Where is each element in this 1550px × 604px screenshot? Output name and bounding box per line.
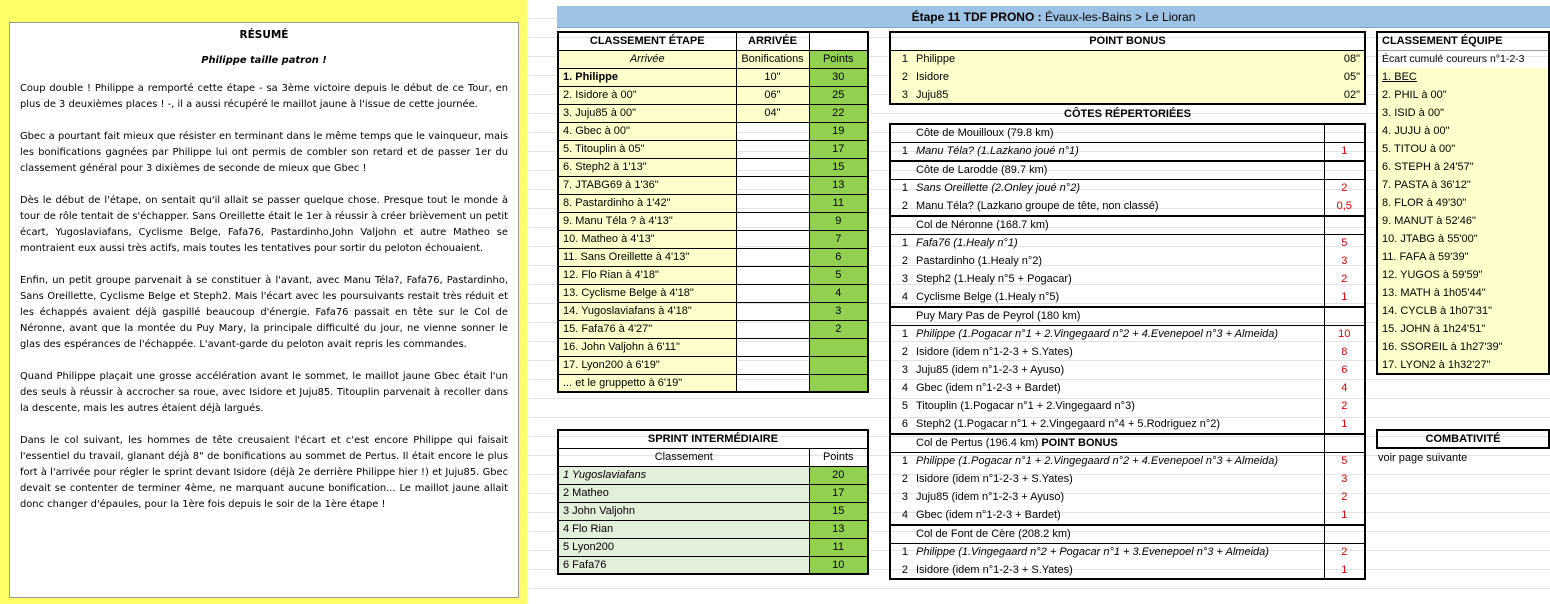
climb-rank: 2: [901, 255, 908, 267]
team-row[interactable]: [1377, 230, 1549, 248]
stage-bonification: [736, 122, 809, 140]
sprint-row[interactable]: [558, 538, 868, 556]
climb-rider: Pastardinho (1.Healy n°2): [916, 255, 1043, 267]
climb-result-row[interactable]: [890, 543, 1365, 561]
stage-row[interactable]: [558, 356, 868, 374]
team-row[interactable]: [1377, 68, 1549, 86]
stage-points: [809, 374, 868, 392]
sprint-class-header: Classement: [558, 448, 809, 466]
stage-rider: 13. Cyclisme Belge à 4'18": [558, 284, 736, 302]
bonus-value: 05": [1343, 71, 1361, 83]
team-row[interactable]: [1377, 320, 1549, 338]
climb-rider: Steph2 (1.Pogacar n°1 + 2.Vingegaard n°4 + 5.Rodriguez n°2): [916, 418, 1221, 430]
stage-row[interactable]: [558, 248, 868, 266]
climb-name: [912, 216, 1324, 234]
stage-rider: 12. Flo Rian à 4'18": [558, 266, 736, 284]
climb-header-row[interactable]: [890, 525, 1365, 543]
points-subheader: Points: [809, 50, 868, 68]
climb-rank: 2: [901, 346, 908, 358]
climb-result-row[interactable]: [890, 343, 1365, 361]
sprint-points: 17: [809, 484, 868, 502]
stage-rider: 14. Yugoslaviafans à 4'18": [558, 302, 736, 320]
climb-rank: 2: [901, 563, 908, 576]
stage-points: 6: [809, 248, 868, 266]
team-entry: 1. BEC: [1382, 71, 1417, 83]
sprint-points: 15: [809, 502, 868, 520]
sprint-rider: 6 Fafa76: [558, 556, 809, 574]
team-row[interactable]: [1377, 356, 1549, 374]
climb-points: 2: [1324, 488, 1365, 506]
stage-row[interactable]: [558, 230, 868, 248]
stage-rider: 9. Manu Téla ? à 4'13": [558, 212, 736, 230]
sprint-row[interactable]: [558, 502, 868, 520]
stage-bonification: [736, 374, 809, 392]
stage-row[interactable]: [558, 302, 868, 320]
sprint-title: SPRINT INTERMÉDIAIRE: [558, 430, 868, 448]
summary-paragraphs: [20, 81, 508, 513]
climb-header-row[interactable]: [890, 307, 1365, 325]
climb-table: [889, 123, 1366, 160]
summary-paragraph: Gbec a pourtant fait mieux que résister en terminant dans le même temps que le vainqueur, mais les bonifications gagnées par Philippe lui ont permis de combler son retard et de passer 1er du classement général pour 3 dixièmes de seconde de mieux que Gbec !: [20, 131, 508, 174]
stage-rider: 5. Titouplin à 05": [558, 140, 736, 158]
stage-points: [809, 356, 868, 374]
climb-result-row[interactable]: [890, 288, 1365, 306]
climb-bonus-tag: POINT BONUS: [1041, 437, 1118, 450]
sprint-rider: 1 Yugoslaviafans: [558, 466, 809, 484]
stage-rider: 17. Lyon200 à 6'19": [558, 356, 736, 374]
arrival-subheader: Arrivée: [558, 50, 736, 68]
sprint-points-header: Points: [809, 448, 868, 466]
team-row[interactable]: [1377, 122, 1549, 140]
summary-paragraph: Quand Philippe plaçait une grosse accélération avant le sommet, le maillot jaune Gbec était l'un des seuls à réussir à accrocher sa roue, avec Isidore et Juju85. Titouplin parvenait à recoller dans la descente, mais les autres étaient déjà largués.: [20, 371, 508, 414]
climb-rider: Manu Téla? (Lazkano groupe de tête, non classé): [916, 200, 1159, 212]
climb-name: [912, 307, 1324, 325]
team-entry: 8. FLOR à 49'30": [1382, 197, 1467, 209]
sprint-points: 20: [809, 466, 868, 484]
stage-rider: 2. Isidore à 00": [558, 86, 736, 104]
sprint-points: 10: [809, 556, 868, 574]
summary-text-box[interactable]: [9, 22, 519, 598]
climb-result-row[interactable]: [890, 561, 1365, 579]
bonus-rider: Philippe: [916, 53, 956, 66]
team-row[interactable]: [1377, 176, 1549, 194]
climb-rank: 3: [901, 491, 908, 503]
bonus-row[interactable]: [890, 68, 1365, 86]
climb-rider: Philippe (1.Pogacar n°1 + 2.Vingegaard n°2 + 4.Evenepoel n°3 + Almeida): [916, 455, 1279, 468]
sprint-row[interactable]: [558, 484, 868, 502]
team-entry: 16. SSOREIL à 1h27'39": [1382, 341, 1503, 353]
stage-bonification: 04": [736, 104, 809, 122]
climb-rank: 2: [901, 473, 908, 485]
bonus-subheader: Bonifications: [736, 50, 809, 68]
stage-bonification: [736, 194, 809, 212]
climb-rank: 4: [901, 291, 908, 303]
bonus-rank: 3: [901, 88, 908, 101]
climb-name-text: Col de Néronne (168.7 km): [916, 219, 1049, 232]
stage-row[interactable]: [558, 194, 868, 212]
climb-rider: Fafa76 (1.Healy n°1): [916, 237, 1018, 250]
climb-points: 1: [1324, 506, 1365, 524]
stage-bonification: [736, 302, 809, 320]
team-entry: 2. PHIL à 00": [1382, 89, 1447, 101]
climb-rider: Titouplin (1.Pogacar n°1 + 2.Vingegaard n°3): [916, 400, 1135, 412]
climbs-title: CÔTES RÉPERTORIÉES: [1064, 108, 1191, 120]
climb-name: [912, 525, 1324, 543]
climb-points: 1: [1324, 142, 1365, 160]
stage-rider: 7. JTABG69 à 1'36": [558, 176, 736, 194]
stage-row[interactable]: [558, 86, 868, 104]
climb-table: [889, 433, 1366, 524]
climb-rank: 3: [901, 364, 908, 376]
climb-rank: 1: [901, 455, 908, 468]
stage-points: 9: [809, 212, 868, 230]
stage-bonification: [736, 266, 809, 284]
climb-rank: 1: [901, 182, 908, 195]
climb-result-row[interactable]: [890, 325, 1365, 343]
climb-rider: Gbec (idem n°1-2-3 + Bardet): [916, 382, 1061, 394]
arrival-header: ARRIVÉE: [736, 32, 809, 50]
climb-points: 5: [1324, 452, 1365, 470]
stage-points: 13: [809, 176, 868, 194]
climb-rider: Gbec (idem n°1-2-3 + Bardet): [916, 509, 1061, 521]
climb-points: 8: [1324, 343, 1365, 361]
climb-rank: 1: [901, 145, 908, 158]
stage-rider: 15. Fafa76 à 4'27": [558, 320, 736, 338]
climb-name: [912, 124, 1324, 142]
sprint-rider: 4 Flo Rian: [558, 520, 809, 538]
climb-table: [889, 524, 1366, 580]
stage-points: 3: [809, 302, 868, 320]
climb-points: 2: [1324, 179, 1365, 197]
climb-rider: Manu Téla? (1.Lazkano joué n°1): [916, 145, 1079, 158]
stage-row[interactable]: [558, 266, 868, 284]
climb-points: 4: [1324, 379, 1365, 397]
climb-points: 3: [1324, 470, 1365, 488]
climb-points: 10: [1324, 325, 1365, 343]
climb-name-text: Côte de Larodde (89.7 km): [916, 164, 1048, 177]
bonus-rank: 2: [901, 71, 908, 83]
climb-rank: 1: [901, 546, 908, 559]
stage-row[interactable]: [558, 284, 868, 302]
sprint-rider: 3 John Valjohn: [558, 502, 809, 520]
climb-rider: Isidore (idem n°1-2-3 + S.Yates): [916, 563, 1073, 576]
stage-row[interactable]: [558, 158, 868, 176]
climb-header-row[interactable]: [890, 434, 1365, 452]
stage-points: [809, 338, 868, 356]
climb-points: 3: [1324, 252, 1365, 270]
stage-points: 22: [809, 104, 868, 122]
climb-table: [889, 215, 1366, 306]
stage-points: 25: [809, 86, 868, 104]
team-entry: 12. YUGOS à 59'59": [1382, 269, 1483, 281]
climb-result-row[interactable]: [890, 470, 1365, 488]
bonus-value: 02": [1343, 88, 1361, 101]
climb-rank: 1: [901, 328, 908, 341]
climb-result-row[interactable]: [890, 397, 1365, 415]
stage-points: 17: [809, 140, 868, 158]
intermediate-sprint: [557, 429, 869, 575]
climb-rank: 4: [901, 382, 908, 394]
climb-points: 6: [1324, 361, 1365, 379]
bonus-title: POINT BONUS: [890, 32, 1365, 50]
team-row[interactable]: [1377, 266, 1549, 284]
stage-bonification: [736, 140, 809, 158]
stage-bonification: [736, 284, 809, 302]
climb-rider: Isidore (idem n°1-2-3 + S.Yates): [916, 346, 1073, 358]
bonus-row[interactable]: [890, 86, 1365, 104]
summary-paragraph: Enfin, un petit groupe parvenait à se constituer à l'avant, avec Manu Téla?, Fafa76, Pastardinho, Sans Oreillette, Cyclisme Belge et Steph2. Mais l'écart avec les poursuivants restait très réduit et les échappés avaient déjà gaspillé beaucoup d'énergie. Fafa76 passait en tête sur le Col de Néronne, avant que la montée du Puy Mary, la principale difficulté du jour, ne vienne sonner le glas des espérances de l'échappée. L'avant-garde du peloton avait repris les commandes.: [20, 275, 508, 350]
stage-points: 2: [809, 320, 868, 338]
sprint-rider: 5 Lyon200: [558, 538, 809, 556]
summary-paragraph: Dans le col suivant, les hommes de tête creusaient l'écart et c'est encore Philippe qui faisait l'essentiel du travail, glanant déjà 8" de bonifications au sommet de Pertus. Il était encore le plus fort à l'arrivée pour régler le sprint devant Isidore (déjà 2e derrière Philippe hier !) et Juju85. Gbec devait se contenter de terminer 4ème, ne marquant aucune bonification... Le maillot jaune allait donc changer d'épaules, pour la 1ère fois depuis le soir de la 1ère étape !: [20, 435, 508, 510]
stage-points: 7: [809, 230, 868, 248]
climb-rider: Isidore (idem n°1-2-3 + S.Yates): [916, 473, 1073, 485]
climb-header-row[interactable]: [890, 161, 1365, 179]
team-row[interactable]: [1377, 212, 1549, 230]
stage-points: 30: [809, 68, 868, 86]
header-prefix: Étape 11 TDF PRONO :: [911, 9, 1042, 24]
stage-bonification: [736, 176, 809, 194]
climb-result-row[interactable]: [890, 506, 1365, 524]
team-entry: 3. ISID à 00": [1382, 107, 1444, 119]
stage-rider: 6. Steph2 à 1'13": [558, 158, 736, 176]
sprint-points: 11: [809, 538, 868, 556]
team-row[interactable]: [1377, 338, 1549, 356]
sprint-points: 13: [809, 520, 868, 538]
climb-result-row[interactable]: [890, 234, 1365, 252]
stage-bonification: [736, 338, 809, 356]
bonus-row[interactable]: [890, 50, 1365, 68]
climb-rider: Cyclisme Belge (1.Healy n°5): [916, 291, 1060, 303]
team-row[interactable]: [1377, 86, 1549, 104]
team-entry: 7. PASTA à 36'12": [1382, 179, 1471, 191]
team-title: CLASSEMENT ÉQUIPE: [1377, 32, 1549, 50]
climb-rank: 6: [901, 418, 908, 430]
team-entry: 14. CYCLB à 1h07'31": [1382, 305, 1492, 317]
climb-name-text: Côte de Mouilloux (79.8 km): [916, 127, 1054, 140]
climb-name-text: Puy Mary Pas de Peyrol (180 km): [916, 310, 1081, 323]
team-row[interactable]: [1377, 194, 1549, 212]
climb-rank: 1: [901, 237, 908, 250]
stage-bonification: [736, 356, 809, 374]
team-entry: 17. LYON2 à 1h32'27": [1382, 358, 1491, 371]
stage-bonification: 10": [736, 68, 809, 86]
climb-rider: Sans Oreillette (2.Onley joué n°2): [916, 182, 1080, 195]
stage-class-header: CLASSEMENT ÉTAPE: [558, 32, 736, 50]
bonus-rank: 1: [901, 53, 908, 66]
climb-table: [889, 160, 1366, 215]
climb-result-row[interactable]: [890, 179, 1365, 197]
team-entry: 5. TITOU à 00": [1382, 143, 1456, 155]
stage-row[interactable]: [558, 140, 868, 158]
bonus-and-climbs: [889, 31, 1366, 580]
team-row[interactable]: [1377, 158, 1549, 176]
sprint-rider: 2 Matheo: [558, 484, 809, 502]
stage-points: 15: [809, 158, 868, 176]
climb-table: [889, 306, 1366, 433]
stage-bonification: [736, 212, 809, 230]
climb-result-row[interactable]: [890, 197, 1365, 215]
climb-result-row[interactable]: [890, 488, 1365, 506]
stage-rider: 10. Matheo à 4'13": [558, 230, 736, 248]
climb-rider: Philippe (1.Pogacar n°1 + 2.Vingegaard n°2 + 4.Evenepoel n°3 + Almeida): [916, 328, 1279, 341]
team-row[interactable]: [1377, 248, 1549, 266]
stage-row[interactable]: [558, 104, 868, 122]
stage-points: 5: [809, 266, 868, 284]
climb-result-row[interactable]: [890, 252, 1365, 270]
stage-rider: 3. Juju85 à 00": [558, 104, 736, 122]
stage-rider: 4. Gbec à 00": [558, 122, 736, 140]
climb-points: 0,5: [1324, 197, 1365, 215]
climb-rider: Philippe (1.Vingegaard n°2 + Pogacar n°1 + 3.Evenepoel n°3 + Almeida): [916, 546, 1269, 559]
climb-result-row[interactable]: [890, 415, 1365, 433]
climb-result-row[interactable]: [890, 270, 1365, 288]
climb-rank: 2: [901, 200, 908, 212]
climb-points: 2: [1324, 543, 1365, 561]
combativity: [1376, 429, 1550, 467]
team-entry: 10. JTABG à 55'00": [1382, 233, 1478, 245]
stage-header[interactable]: [557, 6, 1550, 28]
climb-rank: 3: [901, 273, 908, 285]
climb-result-row[interactable]: [890, 379, 1365, 397]
team-row[interactable]: [1377, 104, 1549, 122]
climb-name: [912, 161, 1324, 179]
climb-result-row[interactable]: [890, 361, 1365, 379]
bonus-rider: Juju85: [916, 88, 949, 101]
sprint-row[interactable]: [558, 556, 868, 574]
stage-rider: 11. Sans Oreillette à 4'13": [558, 248, 736, 266]
team-entry: 6. STEPH à 24'57": [1382, 161, 1474, 173]
climb-rider: Juju85 (idem n°1-2-3 + Ayuso): [916, 364, 1065, 376]
climb-rider: Juju85 (idem n°1-2-3 + Ayuso): [916, 491, 1065, 503]
climb-points: 2: [1324, 397, 1365, 415]
climb-name-text: Col de Font de Cère (208.2 km): [916, 528, 1071, 541]
stage-bonification: [736, 248, 809, 266]
climb-rank: 4: [901, 509, 908, 521]
stage-row[interactable]: [558, 338, 868, 356]
team-entry: 13. MATH à 1h05'44": [1382, 287, 1486, 299]
stage-rider: 8. Pastardinho à 1'42": [558, 194, 736, 212]
climb-result-row[interactable]: [890, 142, 1365, 160]
climb-result-row[interactable]: [890, 452, 1365, 470]
summary-title: RÉSUMÉ: [239, 29, 289, 41]
bonus-rider: Isidore: [916, 71, 950, 83]
climb-name-text: Col de Pertus (196.4 km): [916, 437, 1039, 450]
climb-points: 1: [1324, 561, 1365, 579]
stage-rider: ... et le gruppetto à 6'19": [558, 374, 736, 392]
team-entry: 4. JUJU à 00": [1382, 125, 1450, 137]
climb-points: 5: [1324, 234, 1365, 252]
summary-paragraph: Coup double ! Philippe a remporté cette étape - sa 3ème victoire depuis le début de ce Tour, en plus de 3 deuxièmes places ! -, il a aussi récupéré le maillot jaune à l'issue de cette journée.: [20, 83, 508, 110]
team-entry: 9. MANUT à 52'46": [1382, 215, 1476, 227]
team-classification: [1376, 31, 1550, 375]
climb-rider: Steph2 (1.Healy n°5 + Pogacar): [916, 273, 1072, 285]
stage-row[interactable]: [558, 374, 868, 392]
stage-row[interactable]: [558, 320, 868, 338]
stage-bonification: [736, 320, 809, 338]
combat-title: COMBATIVITÉ: [1425, 433, 1501, 445]
stage-classification: [557, 31, 869, 393]
climb-header-row[interactable]: [890, 124, 1365, 142]
stage-bonification: [736, 158, 809, 176]
climb-points: 1: [1324, 415, 1365, 433]
stage-points: 19: [809, 122, 868, 140]
stage-bonification: [736, 230, 809, 248]
climb-header-row[interactable]: [890, 216, 1365, 234]
team-row[interactable]: [1377, 140, 1549, 158]
team-entry: 11. FAFA à 59'39": [1382, 251, 1469, 263]
summary-paragraph: Dès le début de l'étape, on sentait qu'il allait se passer quelque chose. Presque tout le monde à tour de rôle tentait de s'échapper. Sans Oreillette était le 1er à réussir à créer brièvement un petit écart, Yugoslaviafans, Cyclisme Belge, Fafa76, Pastardinho,John Valjohn et autre Matheo se montraient eux aussi très actifs, mais toutes les tentatives pour sortir du peloton échouaient.: [20, 195, 508, 254]
stage-row[interactable]: [558, 122, 868, 140]
stage-row[interactable]: [558, 176, 868, 194]
climb-rank: 5: [901, 400, 908, 412]
combat-text: voir page suivante: [1378, 452, 1468, 464]
stage-row[interactable]: [558, 212, 868, 230]
team-subtitle: Écart cumulé coureurs n°1-2-3: [1382, 53, 1525, 66]
summary-subtitle: Philippe taille patron !: [201, 55, 327, 66]
stage-points: 11: [809, 194, 868, 212]
sprint-row[interactable]: [558, 520, 868, 538]
climb-points: 2: [1324, 270, 1365, 288]
stage-points: 4: [809, 284, 868, 302]
climbs-list: [889, 123, 1366, 580]
header-route: Évaux-les-Bains > Le Lioran: [1044, 9, 1196, 24]
stage-row[interactable]: [558, 68, 868, 86]
climb-points: 1: [1324, 288, 1365, 306]
team-entry: 15. JOHN à 1h24'51": [1382, 323, 1486, 335]
stage-rider: 1. Philippe: [558, 68, 736, 86]
team-row[interactable]: [1377, 284, 1549, 302]
stage-bonification: 06": [736, 86, 809, 104]
sprint-row[interactable]: [558, 466, 868, 484]
climb-name: [912, 434, 1324, 452]
bonus-value: 08": [1343, 53, 1361, 66]
stage-rider: 16. John Valjohn à 6'11": [558, 338, 736, 356]
team-row[interactable]: [1377, 302, 1549, 320]
